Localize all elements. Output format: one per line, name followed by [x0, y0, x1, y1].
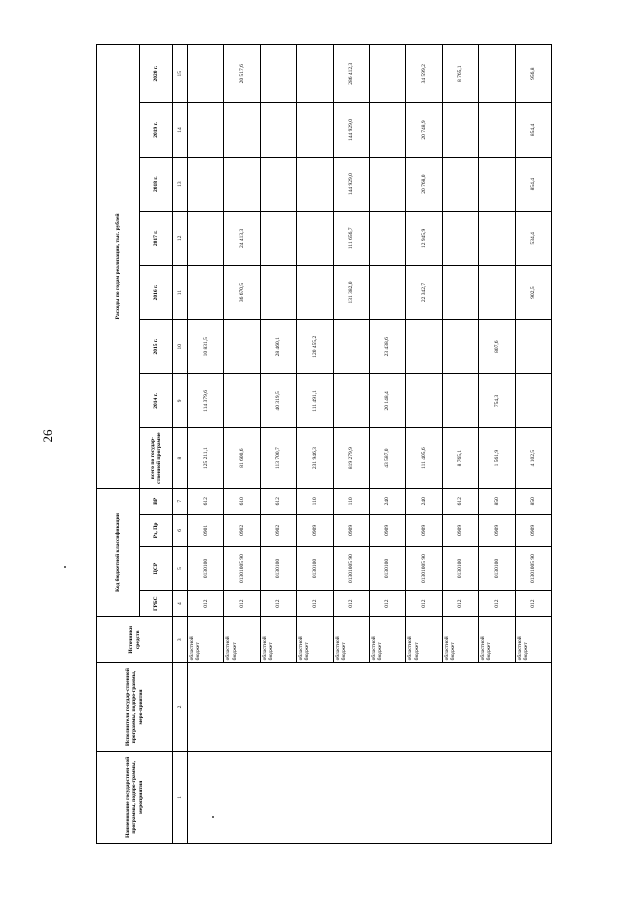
csr-cell: 0130100	[479, 546, 515, 590]
header-year-2017: 2017 г.	[140, 211, 173, 265]
year-2015-cell	[442, 320, 478, 374]
rzpr-cell: 0909	[333, 514, 369, 546]
grbs-cell: 012	[297, 591, 333, 617]
grbs-cell: 012	[260, 591, 296, 617]
source-cell: областной бюджет	[406, 617, 442, 663]
column-number: 13	[173, 157, 188, 211]
total-cell: 819 279,9	[333, 428, 369, 488]
csr-cell: 0130100	[442, 546, 478, 590]
column-number: 14	[173, 103, 188, 157]
vr-cell: 612	[260, 488, 296, 514]
column-number: 4	[173, 591, 188, 617]
csr-cell: 0130100	[369, 546, 405, 590]
total-cell: 113 700,7	[260, 428, 296, 488]
header-classification: Код бюджетной классификации	[97, 488, 140, 616]
grbs-cell: 012	[369, 591, 405, 617]
year-2016-cell	[260, 265, 296, 319]
vr-cell: 850	[479, 488, 515, 514]
year-2018-cell: 20 768,0	[406, 157, 442, 211]
scan-speck	[64, 566, 66, 568]
header-executors: Исполнители государ-ственной программы, подпро-граммы, меро-приятия	[97, 663, 173, 751]
total-cell: 125 211,1	[188, 428, 224, 488]
year-2015-cell: 10 831,5	[188, 320, 224, 374]
header-source: Источники средств	[97, 617, 173, 663]
year-2020-cell	[188, 45, 224, 103]
column-number: 2	[173, 663, 188, 751]
total-cell: 4 102,5	[515, 428, 551, 488]
year-2020-cell: 956,8	[515, 45, 551, 103]
year-2019-cell	[369, 103, 405, 157]
year-2018-cell	[297, 157, 333, 211]
year-2015-cell	[406, 320, 442, 374]
vr-cell: 850	[515, 488, 551, 514]
year-2015-cell: 120 455,2	[297, 320, 333, 374]
header-grbs: ГРБС	[140, 591, 173, 617]
rzpr-cell: 0902	[260, 514, 296, 546]
year-2020-cell	[297, 45, 333, 103]
csr-cell: 0130100	[297, 546, 333, 590]
source-cell: областной бюджет	[333, 617, 369, 663]
csr-cell: 01301005 90	[406, 546, 442, 590]
header-csr: ЦСР	[140, 546, 173, 590]
year-2014-cell	[515, 374, 551, 428]
year-2018-cell	[188, 157, 224, 211]
column-number: 15	[173, 45, 188, 103]
vr-cell: 612	[188, 488, 224, 514]
column-number: 5	[173, 546, 188, 590]
name-cell	[188, 751, 552, 843]
column-number-row	[173, 45, 188, 844]
year-2016-cell	[188, 265, 224, 319]
vr-cell: 110	[333, 488, 369, 514]
column-number: 7	[173, 488, 188, 514]
year-2016-cell	[369, 265, 405, 319]
csr-cell: 01301005 90	[515, 546, 551, 590]
column-number: 8	[173, 428, 188, 488]
vr-cell: 612	[442, 488, 478, 514]
year-2018-cell: 144 929,0	[333, 157, 369, 211]
year-2018-cell	[224, 157, 260, 211]
budget-table	[96, 44, 552, 844]
total-cell: 111 405,6	[406, 428, 442, 488]
table-row	[188, 45, 224, 844]
column-number: 9	[173, 374, 188, 428]
header-year-2020: 2020 г.	[140, 45, 173, 103]
year-2020-cell	[260, 45, 296, 103]
year-2017-cell: 534,4	[515, 211, 551, 265]
grbs-cell: 012	[188, 591, 224, 617]
year-2015-cell	[224, 320, 260, 374]
year-2018-cell: 854,4	[515, 157, 551, 211]
year-2016-cell	[442, 265, 478, 319]
csr-cell: 0130100	[188, 546, 224, 590]
year-2017-cell: 12 945,9	[406, 211, 442, 265]
page-number: 26	[40, 429, 55, 443]
year-2019-cell	[297, 103, 333, 157]
header-rzpr: Рз, Пр	[140, 514, 173, 546]
rzpr-cell: 0902	[224, 514, 260, 546]
vr-cell: 240	[406, 488, 442, 514]
rzpr-cell: 0909	[406, 514, 442, 546]
vr-cell: 110	[297, 488, 333, 514]
grbs-cell: 012	[406, 591, 442, 617]
rotated-table-container	[96, 44, 552, 844]
grbs-cell: 012	[479, 591, 515, 617]
source-cell: областной бюджет	[188, 617, 224, 663]
column-number: 1	[173, 751, 188, 843]
year-2015-cell: 23 438,6	[369, 320, 405, 374]
grbs-cell: 012	[515, 591, 551, 617]
column-number: 6	[173, 514, 188, 546]
header-vr: ВР	[140, 488, 173, 514]
year-2015-cell	[515, 320, 551, 374]
year-2016-cell	[297, 265, 333, 319]
vr-cell: 610	[224, 488, 260, 514]
header-year-2015: 2015 г.	[140, 320, 173, 374]
year-2019-cell	[442, 103, 478, 157]
header-year-2014: 2014 г.	[140, 374, 173, 428]
year-2017-cell: 24 413,3	[224, 211, 260, 265]
year-2018-cell	[442, 157, 478, 211]
year-2018-cell	[479, 157, 515, 211]
header-year-2019: 2019 г.	[140, 103, 173, 157]
rzpr-cell: 0909	[515, 514, 551, 546]
year-2019-cell	[260, 103, 296, 157]
year-2016-cell: 902,5	[515, 265, 551, 319]
grbs-cell: 012	[333, 591, 369, 617]
year-2015-cell: 807,6	[479, 320, 515, 374]
year-2020-cell: 286 412,3	[333, 45, 369, 103]
column-number: 10	[173, 320, 188, 374]
source-cell: областной бюджет	[260, 617, 296, 663]
vr-cell: 240	[369, 488, 405, 514]
source-cell: областной бюджет	[479, 617, 515, 663]
year-2014-cell	[333, 374, 369, 428]
year-2016-cell: 22 342,7	[406, 265, 442, 319]
source-cell: областной бюджет	[369, 617, 405, 663]
total-cell: 43 587,0	[369, 428, 405, 488]
csr-cell: 0130100	[260, 546, 296, 590]
year-2016-cell	[479, 265, 515, 319]
executor-cell	[188, 663, 552, 751]
year-2017-cell	[297, 211, 333, 265]
rzpr-cell: 0909	[479, 514, 515, 546]
source-cell: областной бюджет	[442, 617, 478, 663]
year-2018-cell	[369, 157, 405, 211]
year-2014-cell: 114 379,6	[188, 374, 224, 428]
header-expenses: Расходы по годам реализации, тыс. рублей	[97, 45, 140, 489]
year-2019-cell: 20 748,9	[406, 103, 442, 157]
year-2019-cell: 144 929,0	[333, 103, 369, 157]
year-2020-cell	[369, 45, 405, 103]
year-2020-cell	[479, 45, 515, 103]
header-name: Наименование государствен-ной программы, подпро-граммы, мероприятия	[97, 751, 173, 843]
year-2019-cell	[224, 103, 260, 157]
scan-speck	[212, 816, 214, 818]
source-cell: областной бюджет	[224, 617, 260, 663]
year-2020-cell: 8 765,1	[442, 45, 478, 103]
header-year-2018: 2018 г.	[140, 157, 173, 211]
year-2014-cell	[224, 374, 260, 428]
grbs-cell: 012	[442, 591, 478, 617]
source-cell: областной бюджет	[515, 617, 551, 663]
table-body	[188, 45, 552, 844]
rzpr-cell: 0901	[188, 514, 224, 546]
year-2017-cell	[188, 211, 224, 265]
grbs-cell: 012	[224, 591, 260, 617]
year-2015-cell: 28 460,1	[260, 320, 296, 374]
year-2019-cell: 854,4	[515, 103, 551, 157]
column-number: 3	[173, 617, 188, 663]
header-year-2016: 2016 г.	[140, 265, 173, 319]
total-cell: 8 765,1	[442, 428, 478, 488]
csr-cell: 01301005 90	[333, 546, 369, 590]
year-2014-cell	[406, 374, 442, 428]
rzpr-cell: 0909	[442, 514, 478, 546]
column-number: 12	[173, 211, 188, 265]
year-2017-cell: 111 656,7	[333, 211, 369, 265]
csr-cell: 01301005 90	[224, 546, 260, 590]
year-2014-cell: 20 148,4	[369, 374, 405, 428]
year-2018-cell	[260, 157, 296, 211]
rzpr-cell: 0909	[369, 514, 405, 546]
rzpr-cell: 0909	[297, 514, 333, 546]
total-cell: 1 561,9	[479, 428, 515, 488]
year-2014-cell	[442, 374, 478, 428]
year-2019-cell	[479, 103, 515, 157]
year-2016-cell: 36 670,5	[224, 265, 260, 319]
year-2017-cell	[479, 211, 515, 265]
year-2015-cell	[333, 320, 369, 374]
total-cell: 231 946,3	[297, 428, 333, 488]
table-wrapper	[96, 44, 552, 844]
year-2020-cell: 20 517,6	[224, 45, 260, 103]
column-number: 11	[173, 265, 188, 319]
year-2017-cell	[442, 211, 478, 265]
source-cell: областной бюджет	[297, 617, 333, 663]
year-2014-cell: 111 491,1	[297, 374, 333, 428]
header-total: всего по государ-ственной программе	[140, 428, 173, 488]
year-2016-cell: 131 382,0	[333, 265, 369, 319]
year-2014-cell: 40 319,5	[260, 374, 296, 428]
year-2017-cell	[260, 211, 296, 265]
total-cell: 81 600,6	[224, 428, 260, 488]
year-2020-cell: 34 599,2	[406, 45, 442, 103]
year-2017-cell	[369, 211, 405, 265]
year-2019-cell	[188, 103, 224, 157]
year-2014-cell: 754,3	[479, 374, 515, 428]
